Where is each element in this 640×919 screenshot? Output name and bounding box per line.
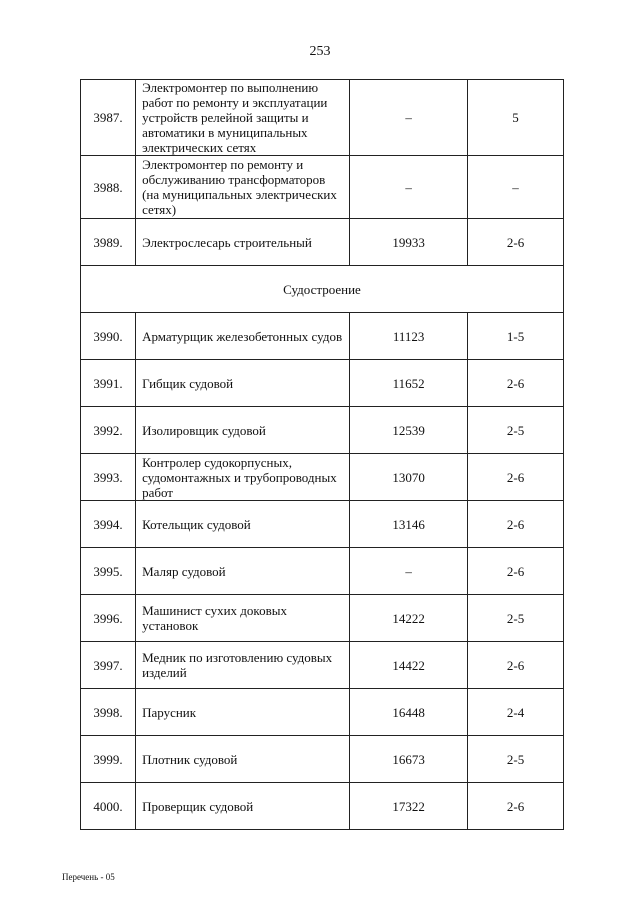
profession-code: –	[350, 156, 468, 219]
section-title: Судостроение	[81, 266, 564, 313]
profession-name: Электрослесарь строительный	[136, 219, 350, 266]
profession-code: 14222	[350, 595, 468, 642]
table-row	[81, 156, 564, 219]
qualification-range: 2-5	[468, 407, 564, 454]
qualification-range: 2-5	[468, 736, 564, 783]
row-number: 3999.	[81, 736, 136, 783]
qualification-range: 2-5	[468, 595, 564, 642]
table-row	[81, 548, 564, 595]
profession-code: 11123	[350, 313, 468, 360]
row-number: 3993.	[81, 454, 136, 501]
row-number: 3997.	[81, 642, 136, 689]
profession-name: Изолировщик судовой	[136, 407, 350, 454]
row-number: 3989.	[81, 219, 136, 266]
table-row	[81, 219, 564, 266]
row-number: 3996.	[81, 595, 136, 642]
row-number: 3994.	[81, 501, 136, 548]
profession-name: Медник по изготовлению судовых изделий	[136, 642, 350, 689]
profession-code: 17322	[350, 783, 468, 830]
qualification-range: 2-6	[468, 219, 564, 266]
profession-name: Котельщик судовой	[136, 501, 350, 548]
row-number: 4000.	[81, 783, 136, 830]
table-row	[81, 313, 564, 360]
profession-name: Маляр судовой	[136, 548, 350, 595]
profession-name: Электромонтер по выполнению работ по ремонту и эксплуатации устройств релейной защиты и автоматики в муниципальных электрических сетях	[136, 80, 350, 156]
table-row	[81, 689, 564, 736]
row-number: 3988.	[81, 156, 136, 219]
qualification-range: 2-6	[468, 360, 564, 407]
table-row	[81, 501, 564, 548]
profession-name: Проверщик судовой	[136, 783, 350, 830]
table-row	[81, 80, 564, 156]
profession-code: 14422	[350, 642, 468, 689]
profession-code: 12539	[350, 407, 468, 454]
row-number: 3987.	[81, 80, 136, 156]
table-row	[81, 407, 564, 454]
qualification-range: 2-6	[468, 548, 564, 595]
profession-name: Арматурщик железобетонных судов	[136, 313, 350, 360]
profession-code: 13070	[350, 454, 468, 501]
section-row	[81, 266, 564, 313]
qualification-range: 2-6	[468, 454, 564, 501]
qualification-range: 2-4	[468, 689, 564, 736]
row-number: 3998.	[81, 689, 136, 736]
qualification-range: 2-6	[468, 783, 564, 830]
profession-name: Контролер судокорпусных, судомонтажных и трубопроводных работ	[136, 454, 350, 501]
profession-name: Плотник судовой	[136, 736, 350, 783]
profession-name: Парусник	[136, 689, 350, 736]
footer-note: Перечень - 05	[62, 872, 115, 882]
row-number: 3995.	[81, 548, 136, 595]
table-row	[81, 642, 564, 689]
profession-name: Гибщик судовой	[136, 360, 350, 407]
profession-code: –	[350, 548, 468, 595]
profession-code: 16673	[350, 736, 468, 783]
row-number: 3991.	[81, 360, 136, 407]
qualification-range: 2-6	[468, 501, 564, 548]
profession-name: Машинист сухих доковых установок	[136, 595, 350, 642]
qualification-range: –	[468, 156, 564, 219]
qualification-range: 1-5	[468, 313, 564, 360]
row-number: 3990.	[81, 313, 136, 360]
profession-code: 16448	[350, 689, 468, 736]
profession-code: –	[350, 80, 468, 156]
table-row	[81, 595, 564, 642]
table-row	[81, 454, 564, 501]
table-row	[81, 783, 564, 830]
profession-code: 11652	[350, 360, 468, 407]
profession-name: Электромонтер по ремонту и обслуживанию трансформаторов (на муниципальных электрических сетях)	[136, 156, 350, 219]
qualification-range: 2-6	[468, 642, 564, 689]
professions-table	[80, 79, 564, 830]
table-row	[81, 736, 564, 783]
page-number: 253	[309, 44, 331, 59]
profession-code: 13146	[350, 501, 468, 548]
profession-code: 19933	[350, 219, 468, 266]
qualification-range: 5	[468, 80, 564, 156]
table-row	[81, 360, 564, 407]
row-number: 3992.	[81, 407, 136, 454]
